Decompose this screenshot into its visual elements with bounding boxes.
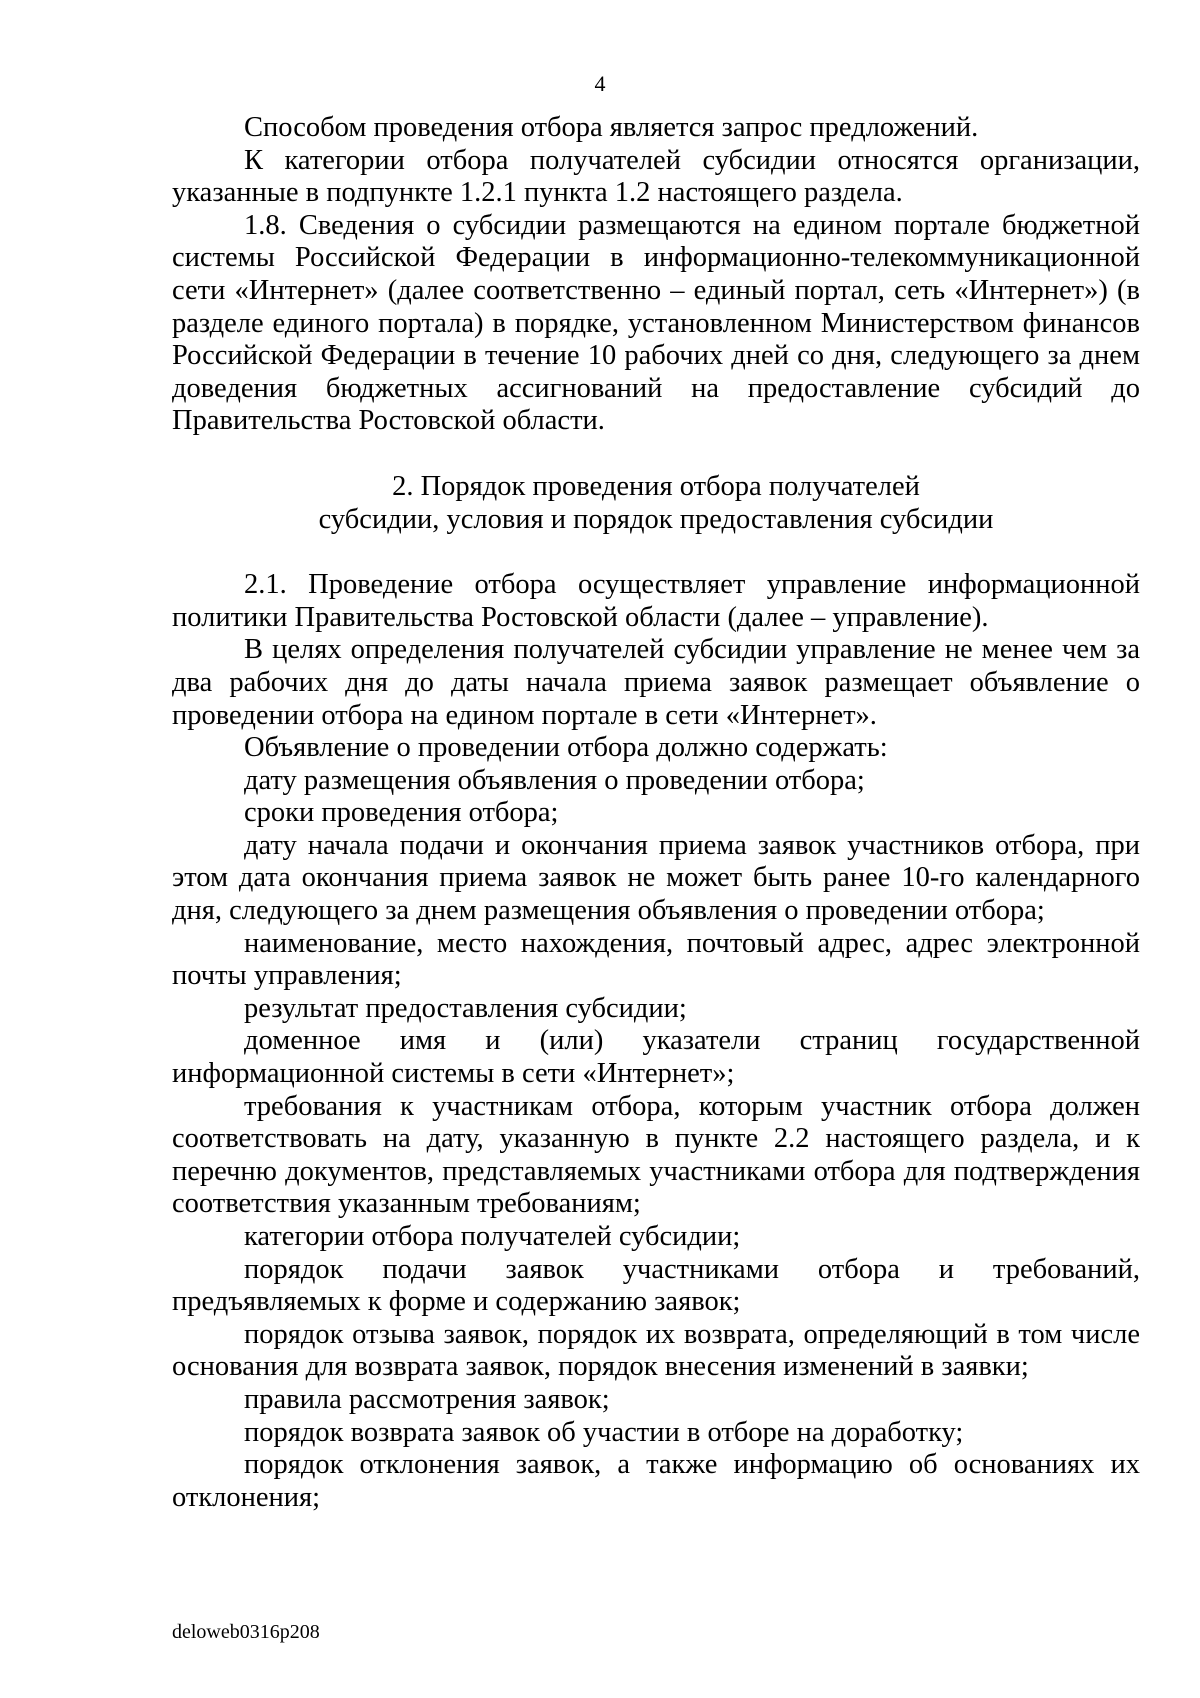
paragraph: порядок отзыва заявок, порядок их возврата, определяющий в том числе основания для возврата заявок, порядок внесения изменений в заявки; [172,1318,1140,1383]
paragraph: сроки проведения отбора; [244,797,559,829]
paragraph: В целях определения получателей субсидии управление не менее чем за два рабочих дня до даты начала приема заявок размещает объявление о проведении отбора на едином портале в сети «Интернет». [172,634,1140,731]
paragraph: порядок отклонения заявок, а также информацию об основаниях их отклонения; [172,1449,1140,1513]
paragraph: К категории отбора получателей субсидии относятся организации, указанные в подпункте 1.2.1 пункта 1.2 настоящего раздела. [172,144,1140,209]
paragraph: доменное имя и (или) указатели страниц государственной информационной системы в сети «Интернет»; [172,1025,1140,1090]
section-heading-line: субсидии, условия и порядок предоставления субсидии [318,503,994,535]
paragraph: порядок возврата заявок об участии в отборе на доработку; [244,1416,964,1448]
paragraph: 1.8. Сведения о субсидии размещаются на едином портале бюджетной системы Российской Федерации в информационно-телекоммуникационной сети «Интернет» (далее соответственно – единый портал, сеть «Интернет») (в разделе единого портала) в порядке, установленном Министерством финансов Российской Федерации в течение 10 рабочих дней со дня, следующего за днем доведения бюджетных ассигнований на предоставление субсидий до Правительства Ростовской области. [172,209,1140,437]
paragraph: порядок подачи заявок участниками отбора и требований, предъявляемых к форме и содержанию заявок; [172,1253,1140,1318]
paragraph: категории отбора получателей субсидии; [244,1221,741,1252]
section-heading [172,471,1140,536]
paragraph: результат предоставления субсидии; [244,992,687,1024]
paragraph: наименование, место нахождения, почтовый адрес, адрес электронной почты управления; [172,927,1140,992]
paragraph: Способом проведения отбора является запрос предложений. [244,112,979,143]
paragraph: дату размещения объявления о проведении отбора; [244,764,865,796]
paragraph: правила рассмотрения заявок; [244,1383,610,1415]
paragraph: дату начала подачи и окончания приема заявок участников отбора, при этом дата окончания приема заявок не может быть ранее 10-го календарного дня, следующего за днем размещения объявления о проведении отбора; [172,829,1140,927]
page-number: 4 [594,71,606,96]
section-heading-line: 2. Порядок проведения отбора получателей [392,470,920,502]
document-code-footer: deloweb0316p208 [172,1621,320,1643]
paragraph: требования к участникам отбора, которым участник отбора должен соответствовать на дату, указанную в пункте 2.2 настоящего раздела, и к перечню документов, представляемых участниками отбора для подтверждения соответствия указанным требованиям; [172,1090,1140,1220]
paragraph: 2.1. Проведение отбора осуществляет управление информационной политики Правительства Ростовской области (далее – управление). [172,569,1140,633]
paragraph: Объявление о проведении отбора должно содержать: [244,732,888,764]
document-body [172,112,1140,1514]
